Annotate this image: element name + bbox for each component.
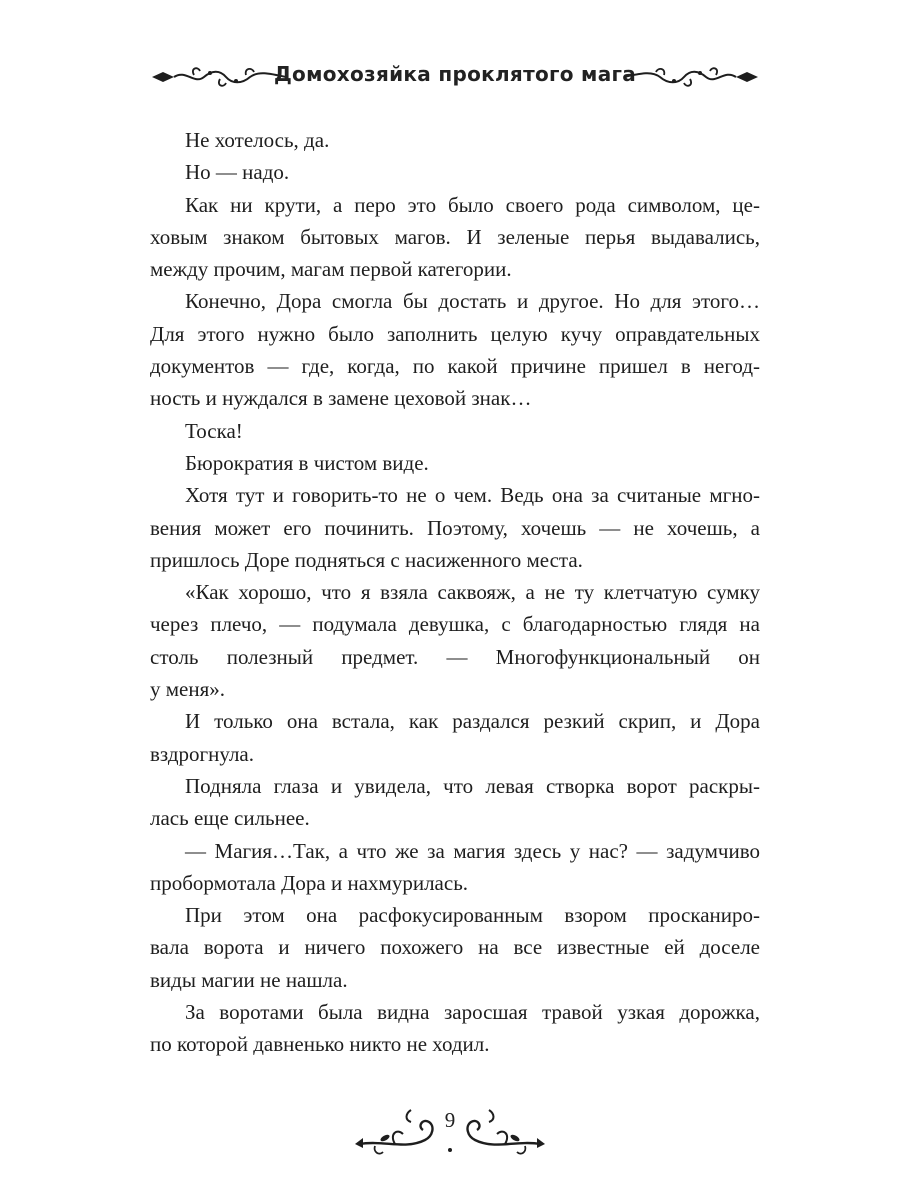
page-number: 9: [444, 1108, 456, 1132]
text-line: между прочим, магам первой категории.: [150, 257, 512, 282]
text-line: Бюрократия в чистом виде.: [185, 450, 429, 475]
text-line: Но — надо.: [185, 160, 290, 185]
text-line: ность и нуждался в замене цеховой знак…: [150, 386, 532, 411]
text-line: столь полезный предмет. — Многофункциональный он: [150, 644, 760, 669]
text-line: При этом она расфокусированным взором просканиро-: [185, 903, 760, 928]
text-line: лась еще сильнее.: [150, 806, 310, 831]
text-line: по которой давненько никто не ходил.: [150, 1032, 490, 1057]
text-line: «Как хорошо, что я взяла саквояж, а не ту клетчатую сумку: [185, 580, 760, 605]
text-line: Подняла глаза и увидела, что левая створка ворот раскры-: [185, 773, 760, 798]
text-line: виды магии не нашла.: [150, 967, 348, 992]
text-line: Тоска!: [185, 418, 243, 443]
text-line: через плечо, — подумала девушка, с благодарностью глядя на: [150, 612, 760, 637]
text-line: За воротами была видна заросшая травой узкая дорожка,: [185, 1000, 760, 1025]
text-line: вения может его починить. Поэтому, хочешь — не хочешь, а: [150, 515, 760, 540]
text-line: Конечно, Дора смогла бы достать и другое. Но для этого…: [185, 289, 760, 314]
page-footer: [355, 1100, 545, 1160]
text-line: пришлось Доре подняться с насиженного места.: [150, 547, 583, 572]
header-ornament-right-icon: [620, 64, 760, 90]
text-line: И только она встала, как раздался резкий скрип, и Дора: [185, 709, 760, 734]
text-line: вздрогнула.: [150, 741, 254, 766]
page-text: [150, 124, 760, 1061]
running-header: [150, 56, 760, 100]
text-line: у меня».: [150, 677, 226, 702]
text-line: Хотя тут и говорить-то не о чем. Ведь она за считаные мгно-: [185, 483, 760, 508]
book-title: Домохозяйка проклятого мага: [273, 62, 637, 86]
text-line: Для этого нужно было заполнить целую кучу оправдательных: [150, 321, 760, 346]
text-line: Как ни крути, а перо это было своего рода символом, це-: [185, 192, 760, 217]
text-line: пробормотала Дора и нахмурилась.: [150, 870, 469, 895]
text-line: документов — где, когда, по какой причине пришел в негод-: [150, 354, 760, 379]
text-line: ховым знаком бытовых магов. И зеленые перья выдавались,: [150, 224, 760, 249]
text-line: — Магия…Так, а что же за магия здесь у нас? — задумчиво: [185, 838, 760, 863]
text-line: Не хотелось, да.: [185, 128, 330, 152]
text-line: вала ворота и ничего похожего на все известные ей доселе: [150, 935, 760, 960]
